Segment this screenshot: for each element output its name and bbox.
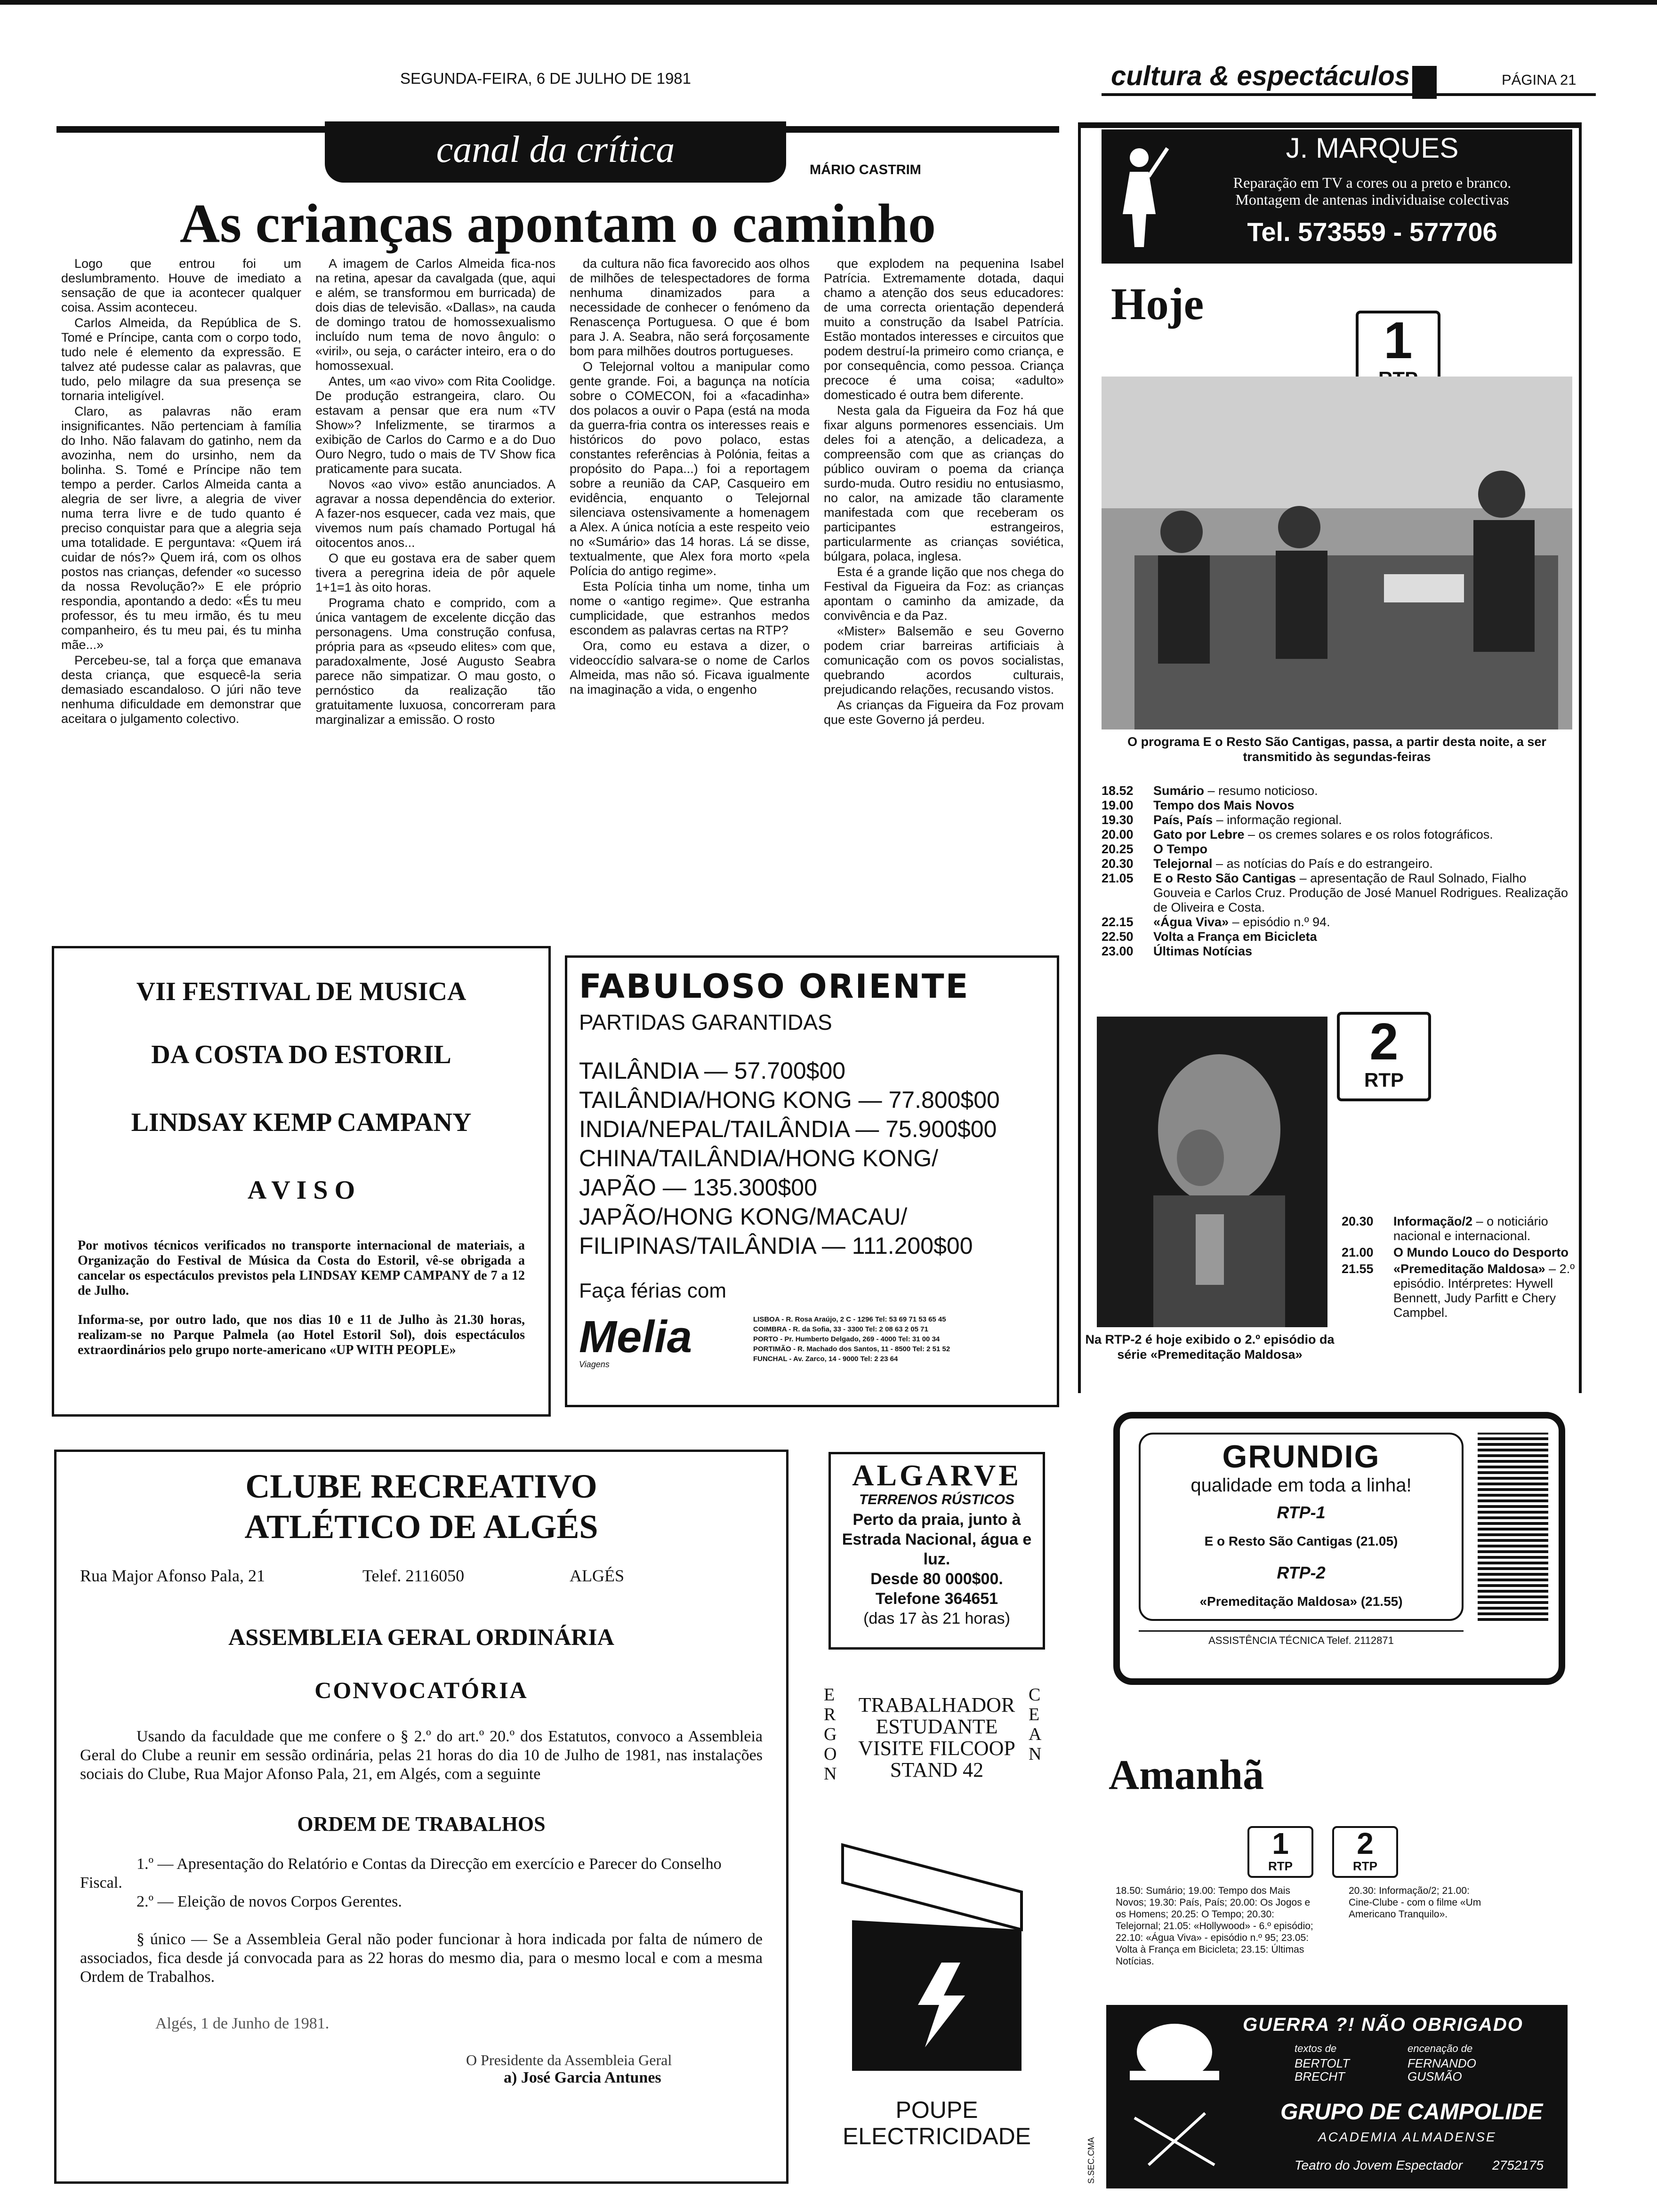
clube-item-1: 1.º — Apresentação do Relatório e Contas da Direcção em exercício e Parecer do Conselho Fiscal. <box>80 1855 722 1891</box>
schedule-desc: – o noticiário nacional e internacional. <box>1393 1214 1548 1243</box>
schedule-row <box>1102 784 1572 798</box>
office-line: FUNCHAL - Av. Zarco, 14 - 9000 Tel: 2 23 64 <box>753 1355 898 1363</box>
schedule-row <box>1342 1214 1577 1243</box>
algarve-phone: Telefone 364651 <box>875 1590 998 1608</box>
clube-item-2: 2.º — Eleição de novos Corpos Gerentes. <box>137 1893 402 1910</box>
schedule-title: Gato por Lebre <box>1153 827 1245 842</box>
grundig-rtp2-show: «Premeditação Maldosa» (21.55) <box>1199 1594 1403 1609</box>
rtp2-number: 2 <box>1369 1013 1399 1071</box>
schedule-title: «Água Viva» <box>1153 915 1229 929</box>
guerra-academy: ACADEMIA ALMADENSE <box>1318 2130 1496 2144</box>
jmarques-ad <box>1102 129 1572 264</box>
grundig-service: ASSISTÊNCIA TÉCNICA Telef. 2112871 <box>1139 1630 1464 1647</box>
grundig-brand: GRUNDIG <box>1222 1439 1380 1475</box>
section-title: cultura & espectáculos <box>1111 61 1410 91</box>
technician-icon <box>1111 139 1172 252</box>
schedule-time: 23.00 <box>1102 944 1134 958</box>
price-line: JAPÃO — 135.300$00 <box>579 1174 817 1201</box>
rtp1-schedule <box>1102 784 1572 991</box>
clube-body: Usando da faculdade que me confere o § 2.º do art.º 20.º dos Estatutos, convoco a Assembleia Geral do Clube a reunir em sessão ordinária, pelas 21 horas do dia 10 de Julho de 1981, nas instalações sociais do Clube, Rua Major Afonso Pala, 21, em Algés, com a seguinte <box>80 1728 763 1783</box>
paragraph: Nesta gala da Figueira da Foz há que fixar alguns pormenores essenciais. Um deles foi a atenção, a delicadeza, a compreensão com que as crianças do público ouviram o poema da criança surdo-muda. Outro residiu no entusiasmo, no calor, na amizade tão claramente manifestada com que receberam os participantes estrangeiros, particularmente as crianças soviética, búlgara, polaca, inglesa. <box>824 403 1064 563</box>
schedule-title: Telejornal <box>1153 857 1213 871</box>
schedule-time: 21.05 <box>1102 871 1134 885</box>
amanha-rtp1-label: RTP <box>1268 1859 1293 1873</box>
clube-title-2: ATLÉTICO DE ALGÉS <box>244 1508 598 1546</box>
melia-brand-sub: Viagens <box>579 1360 610 1369</box>
filcoop-left: ERGON <box>824 1685 837 1784</box>
schedule-row <box>1102 915 1572 930</box>
schedule-time: 19.00 <box>1102 798 1134 812</box>
article-column-1 <box>61 256 301 927</box>
filcoop-line: VISITE FILCOOP <box>858 1737 1015 1760</box>
paragraph: A imagem de Carlos Almeida fica-nos na retina, apesar da cavalgada (que, aqui e além, se transformou em burricada) de dois dias de televisão. «Dallas», na cauda de domingo tratou de homossexualismo incluído num tema de novo ângulo: o «viril», ou seja, o carácter inteiro, era o do homossexual. <box>315 256 555 373</box>
clube-signature-name: a) José Garcia Antunes <box>504 2069 661 2086</box>
algarve-ad <box>828 1452 1045 1650</box>
guerra-theatre: Teatro do Jovem Espectador <box>1295 2158 1463 2172</box>
paragraph: que explodem na pequenina Isabel Patrícia. Extremamente dotada, daqui chamo a atenção dos seus educadores: de uma correcta orientação dependerá muito a construção da Isabel Patrícia. Estão montados interesses e circuitos que podem destruí-la primeiro como criança, e por consequência, como pessoa. Criança precoce é uma coisa; «adulto» domesticado é outra bem diferente. <box>824 256 1064 402</box>
jmarques-phone: Tel. 573559 - 577706 <box>1247 217 1497 247</box>
schedule-row <box>1102 827 1572 842</box>
oriente-tagline: Faça férias com <box>579 1279 726 1302</box>
clube-signature-role: O Presidente da Assembleia Geral <box>466 2052 672 2068</box>
paragraph: Esta Polícia tinha um nome, tinha um nome o «antigo regime». Que estranha cumplicidade, que estranhos medos escondem as palavras certas na RTP? <box>570 579 810 637</box>
poupe-line-2: ELECTRICIDADE <box>842 2123 1031 2149</box>
light-switch-icon <box>824 1835 1050 2080</box>
schedule-time: 22.15 <box>1102 915 1134 929</box>
paragraph: Ora, como eu estava a dizer, o videoccídio salvara-se o nome de Carlos Almeida, mas não só. Ficava igualmente na imaginação a vida, o engenho <box>570 639 810 697</box>
hoje-photo-caption: O programa E o Resto São Cantigas, passa, a partir desta noite, a ser transmitido às segundas-feiras <box>1127 735 1546 764</box>
schedule-desc: – informação regional. <box>1213 813 1342 827</box>
oriente-title: FABULOSO ORIENTE <box>579 967 970 1006</box>
tv-top-rule <box>1078 122 1582 128</box>
filcoop-right: CEAN <box>1029 1685 1042 1764</box>
clube-place: ALGÉS <box>570 1566 624 1585</box>
tv-right-rule <box>1579 122 1582 1393</box>
schedule-title: Sumário <box>1153 784 1205 798</box>
masthead-underline <box>1102 93 1412 96</box>
headline: As crianças apontam o caminho <box>179 192 936 254</box>
clube-ad <box>54 1450 788 2184</box>
filcoop-line: TRABALHADOR <box>858 1693 1015 1716</box>
amanha-title: Amanhã <box>1109 1752 1264 1798</box>
grundig-slogan: qualidade em toda a linha! <box>1190 1475 1412 1496</box>
poupe-ad <box>824 1835 1050 2193</box>
amanha-rtp2-label: RTP <box>1353 1859 1377 1873</box>
filcoop-ad <box>819 1680 1054 1812</box>
oriente-prices <box>579 1056 1045 1260</box>
schedule-desc: – as notícias do País e do estrangeiro. <box>1212 857 1433 871</box>
schedule-desc: – 2.º episódio. Intérpretes: Hywell Bennett, Judy Parfitt e Chery Campbel. <box>1393 1262 1575 1320</box>
schedule-time: 18.52 <box>1102 784 1134 798</box>
schedule-time: 20.30 <box>1102 857 1134 871</box>
guerra-director: FERNANDO GUSMÃO <box>1408 2056 1476 2084</box>
schedule-time: 21.55 <box>1342 1262 1374 1276</box>
schedule-row <box>1102 857 1572 871</box>
melia-logo <box>579 1314 753 1370</box>
rtp2-logo <box>1337 1012 1431 1101</box>
schedule-time: 21.00 <box>1342 1245 1374 1259</box>
grundig-screen <box>1139 1433 1464 1621</box>
guerra-phone: 2752175 <box>1492 2158 1544 2172</box>
price-line: FILIPINAS/TAILÂNDIA — 111.200$00 <box>579 1233 973 1259</box>
rtp1-number: 1 <box>1384 312 1413 369</box>
hoje-photo <box>1102 377 1572 729</box>
rtp2-schedule <box>1342 1214 1577 1384</box>
amanha-rtp2-number: 2 <box>1357 1827 1374 1860</box>
festival-company: LINDSAY KEMP CAMPANY <box>131 1108 472 1137</box>
guerra-authors: BERTOLT BRECHT <box>1295 2056 1350 2084</box>
algarve-hours: (das 17 às 21 horas) <box>863 1610 1010 1627</box>
article-column-4 <box>824 256 1064 927</box>
melia-brand: Melia <box>579 1312 692 1362</box>
amanha-rtp2-logo <box>1332 1826 1398 1878</box>
schedule-time: 20.00 <box>1102 827 1134 842</box>
paragraph: da cultura não fica favorecido aos olhos de milhões de telespectadores de forma nenhuma dinamizados para a necessidade de conhecer o fenómeno da Renascença Portuguesa. O que é bom para J. A. Seabra, não será forçosamente bom para milhões doutros portugueses. <box>570 256 810 358</box>
paragraph: Programa chato e comprido, com a única vantagem de excelente dicção das personagens. Uma construção confusa, própria para as «pseudo elites» com que, paradoxalmente, José Augusto Seabra parece não simpatizar. O mau gosto, o pernóstico da realização tão gratuitamente luxuosa, concorreram para marginalizar a emissão. O rosto <box>315 596 555 727</box>
festival-title: VII FESTIVAL DE MUSICA <box>136 977 467 1006</box>
article-column-3 <box>570 256 810 927</box>
schedule-row <box>1102 930 1572 944</box>
clube-date: Algés, 1 de Junho de 1981. <box>155 2015 330 2032</box>
schedule-title: País, País <box>1153 813 1213 827</box>
oriente-subtitle: PARTIDAS GARANTIDAS <box>579 1010 832 1034</box>
poupe-line-1: POUPE <box>895 2097 978 2123</box>
schedule-row <box>1102 813 1572 827</box>
column-rule-left <box>56 126 325 133</box>
price-line: INDIA/NEPAL/TAILÂNDIA — 75.900$00 <box>579 1116 997 1142</box>
jmarques-title: J. MARQUES <box>1286 132 1459 164</box>
office-line: LISBOA - R. Rosa Araújo, 2 C - 1296 Tel: 53 69 71 53 65 45 <box>753 1315 946 1323</box>
amanha-rtp1-logo <box>1247 1826 1313 1878</box>
column-rule-right <box>786 126 1059 133</box>
algarve-price: Desde 80 000$00. <box>870 1570 1003 1588</box>
clube-phone: Telef. 2116050 <box>362 1566 465 1585</box>
schedule-time: 20.30 <box>1342 1214 1374 1228</box>
tv-left-rule <box>1078 122 1081 1393</box>
schedule-title: E o Resto São Cantigas <box>1153 871 1296 885</box>
schedule-row <box>1102 944 1572 959</box>
office-line: COIMBRA - R. da Sofia, 33 - 3300 Tel: 2 08 63 2 05 71 <box>753 1325 928 1333</box>
amanha-rtp1-number: 1 <box>1272 1827 1289 1860</box>
paragraph: O Telejornal voltou a manipular como gente grande. Foi, a bagunça na notícia sobre o COMECON, foi a «facadinha» dos polacos a ouvir o Papa (está na moda da guerra-fria contra os interesses reais e históricos do povo polaco, estas constantes referências à Polónia, feitas a propósito do Papa...) foi a reportagem sobre a reunião da CAP, Casqueiro em evidência, enquanto o Telejornal silenciava ostensivamente a homenagem a Alex. A única notícia a este respeito veio no «Sumário» das 14 horas. Lá se disse, textualmente, que Alex fora morto «pela Polícia do antigo regime». <box>570 360 810 578</box>
bowler-hat-icon <box>1120 2024 1229 2174</box>
price-line: JAPÃO/HONG KONG/MACAU/ <box>579 1203 908 1230</box>
paragraph: Antes, um «ao vivo» com Rita Coolidge. De produção estrangeira, claro. Ou estavam a pensar que era num «TV Show»? Infelizmente, se tirarmos a exibição de Carlos do Carmo e a do Duo Ouro Negro, tudo o mais de TV Show fica praticamente para sucata. <box>315 374 555 476</box>
algarve-title: ALGARVE <box>852 1459 1022 1492</box>
filcoop-line: ESTUDANTE <box>876 1715 998 1738</box>
rtp2-caption: Na RTP-2 é hoje exibido o 2.º episódio da série «Premeditação Maldosa» <box>1085 1332 1335 1362</box>
guerra-side-label: S.SEC.CMA <box>1086 2137 1096 2184</box>
masthead-underline-right <box>1436 93 1596 96</box>
schedule-title: Tempo dos Mais Novos <box>1153 798 1295 812</box>
festival-para-1: Por motivos técnicos verificados no transporte internacional de materiais, a Organização do Festival de Música da Costa do Estoril, vê-se obrigada a cancelar os espectáculos previstos pela LINDSAY KEMP CAMPANY de 7 a 12 de Julho. <box>78 1238 525 1298</box>
article-column-2 <box>315 256 555 927</box>
jmarques-line-2: Montagem de antenas individuaise colectivas <box>1235 191 1509 208</box>
schedule-title: «Premeditação Maldosa» <box>1393 1262 1545 1276</box>
schedule-title: Volta a França em Bicicleta <box>1153 930 1317 944</box>
paragraph: Esta é a grande lição que nos chega do Festival da Figueira da Foz: as crianças apontam o caminho da amizade, da convivência e da Paz. <box>824 565 1064 623</box>
schedule-desc: – episódio n.º 94. <box>1229 915 1330 929</box>
paragraph: O que eu gostava era de saber quem tivera a peregrina ideia de pôr aquele 1+1=1 às oito horas. <box>315 551 555 594</box>
grundig-ad <box>1113 1412 1565 1685</box>
page-number: PÁGINA 21 <box>1502 72 1577 88</box>
melia-offices <box>753 1314 1045 1364</box>
guerra-texts-label: textos de <box>1295 2043 1337 2054</box>
schedule-title: O Mundo Louco do Desporto <box>1393 1245 1569 1259</box>
festival-para-2: Informa-se, por outro lado, que nos dias 10 e 11 de Julho às 21.30 horas, realizam-se no Parque Palmela (ao Hotel Estoril Sol), dois espectáculos extraordinários pelo grupo norte-americano «UP WITH PEOPLE» <box>78 1313 525 1357</box>
melia-block <box>579 1314 1045 1370</box>
guerra-group: GRUPO DE CAMPOLIDE <box>1280 2100 1543 2124</box>
schedule-row <box>1102 842 1572 857</box>
clube-convocatoria: CONVOCATÓRIA <box>314 1677 528 1703</box>
schedule-row <box>1102 798 1572 813</box>
schedule-row <box>1342 1245 1577 1260</box>
schedule-desc: – os cremes solares e os rolos fotográficos. <box>1244 827 1493 842</box>
paragraph: Carlos Almeida, da República de S. Tomé e Príncipe, canta com o corpo todo, tudo nele é elemento da expressão. E talvez até pudesse calar as palavras, que tudo, pelo milagre da sua presença se tornaria inteligível. <box>61 316 301 403</box>
schedule-desc: – resumo noticioso. <box>1204 784 1318 798</box>
amanha-rtp2-text: 20.30: Informação/2; 21.00: Cine-Clube - com o filme «Um Americano Tranquilo». <box>1349 1885 1481 1920</box>
top-border <box>0 0 1657 5</box>
grundig-rtp2: RTP-2 <box>1277 1563 1326 1582</box>
schedule-row <box>1102 871 1572 915</box>
algarve-text: Perto da praia, junto à Estrada Nacional, água e luz. <box>842 1511 1032 1568</box>
hoje-title: Hoje <box>1111 279 1204 329</box>
price-line: TAILÂNDIA — 57.700$00 <box>579 1058 846 1084</box>
speaker-grille-icon <box>1478 1433 1548 1621</box>
schedule-time: 19.30 <box>1102 813 1134 827</box>
clube-unico: § único — Se a Assembleia Geral não poder funcionar à hora indicada por falta de número de associados, fica desde já convocada para as 22 horas do mesmo dia, para o mesmo local e com a mesma Ordem de Trabalhos. <box>80 1931 763 1986</box>
price-line: CHINA/TAILÂNDIA/HONG KONG/ <box>579 1145 939 1171</box>
amanha-rtp1-text: 18.50: Sumário; 19.00: Tempo dos Mais Novos; 19.30: País, País; 20.00: Os Jogos e os Homens; 20.25: O Tempo; 20.30: Telejornal; 21.05: «Hollywood» - 6.º episódio; 22.10: «Água Viva» - episódio n.º 95; 23.05: Volta à França em Bicicleta; 23.15: Últimas Notícias. <box>1116 1885 1313 1967</box>
author: MÁRIO CASTRIM <box>810 162 921 177</box>
office-line: PORTIMÃO - R. Machado dos Santos, 11 - 8500 Tel: 2 51 52 <box>753 1345 950 1353</box>
guerra-ad <box>1086 2005 1568 2188</box>
paragraph: Percebeu-se, tal a força que emanava desta criança, que esquecê-la seria demasiado escandaloso. O júri não teve nenhuma dificuldade em demonstrar que aceitara o julgamento colectivo. <box>61 653 301 726</box>
oriente-ad <box>565 955 1059 1407</box>
rtp2-photo <box>1097 1017 1327 1327</box>
rtp2-label: RTP <box>1364 1069 1404 1091</box>
office-line: PORTO - Pr. Humberto Delgado, 269 - 4000 Tel: 31 00 34 <box>753 1335 940 1343</box>
issue-date: SEGUNDA-FEIRA, 6 DE JULHO DE 1981 <box>400 70 692 87</box>
guerra-encenacao-label: encenação de <box>1408 2043 1473 2054</box>
clube-title-1: CLUBE RECREATIVO <box>245 1467 597 1505</box>
schedule-row <box>1342 1262 1577 1320</box>
paragraph: Novos «ao vivo» estão anunciados. A agravar a nossa dependência do exterior. A fazer-nos esquecer, cada vez mais, que vivemos num país chamado Portugal há oitocentos anos... <box>315 477 555 550</box>
clube-contacts <box>80 1566 763 1586</box>
algarve-subtitle: TERRENOS RÚSTICOS <box>859 1492 1015 1507</box>
price-line: TAILÂNDIA/HONG KONG — 77.800$00 <box>579 1087 1000 1113</box>
schedule-title: Últimas Notícias <box>1153 944 1253 958</box>
schedule-title: O Tempo <box>1153 842 1208 856</box>
festival-notice: A V I S O <box>247 1176 355 1205</box>
filcoop-line: STAND 42 <box>890 1758 984 1781</box>
guerra-title: GUERRA ?! NÃO OBRIGADO <box>1243 2014 1523 2035</box>
festival-location: DA COSTA DO ESTORIL <box>151 1040 451 1069</box>
schedule-title: Informação/2 <box>1393 1214 1473 1228</box>
grundig-rtp1-show: E o Resto São Cantigas (21.05) <box>1204 1534 1398 1548</box>
filcoop-text <box>847 1694 1026 1781</box>
clube-address: Rua Major Afonso Pala, 21 <box>80 1566 265 1585</box>
jmarques-line-1: Reparação em TV a cores ou a preto e branco. <box>1233 174 1512 191</box>
paragraph: As crianças da Figueira da Foz provam que este Governo já perdeu. <box>824 698 1064 727</box>
grundig-rtp1: RTP-1 <box>1277 1503 1326 1522</box>
column-banner: canal da crítica <box>325 121 786 183</box>
paragraph: Logo que entrou foi um deslumbramento. Houve de imediato a sensação de que ia acontecer qualquer coisa. Assim aconteceu. <box>61 256 301 314</box>
clube-ordem: ORDEM DE TRABALHOS <box>297 1812 546 1835</box>
schedule-time: 22.50 <box>1102 930 1134 944</box>
section-logo-icon <box>1412 66 1437 99</box>
schedule-time: 20.25 <box>1102 842 1134 856</box>
clube-heading: ASSEMBLEIA GERAL ORDINÁRIA <box>228 1624 614 1650</box>
festival-ad <box>52 946 551 1417</box>
schedule-desc: – apresentação de Raul Solnado, Fialho Gouveia e Carlos Cruz. Produção de José Manuel Rodrigues. Realização de Oliveira e Costa. <box>1153 871 1568 914</box>
paragraph: Claro, as palavras não eram insignificantes. Não pertenciam à família do Inho. Não falavam do gatinho, nem da avozinha, nem do ursinho, nem da bolinha. S. Tomé e Príncipe não tem tempo a perder. Carlos Almeida canta a alegria de ser livre, a alegria de viver numa terra livre e de tudo quanto é preciso conquistar para que a alegria seja uma totalidade. E perguntava: «Quem irá cuidar de nós?» Quem irá, com os olhos postos nas crianças, defender «o sucesso da nossa Revolução?» E ele próprio respondia, apontando a dedo: «És tu meu professor, és tu meu irmão, és tu meu companheiro, és tu meu pai, és tu minha mãe...» <box>61 404 301 652</box>
paragraph: «Mister» Balsemão e seu Governo podem criar barreiras artificiais à comunicação com os povos socialistas, quebrando acordos culturais, prejudicando relações, recusando vistos. <box>824 624 1064 697</box>
